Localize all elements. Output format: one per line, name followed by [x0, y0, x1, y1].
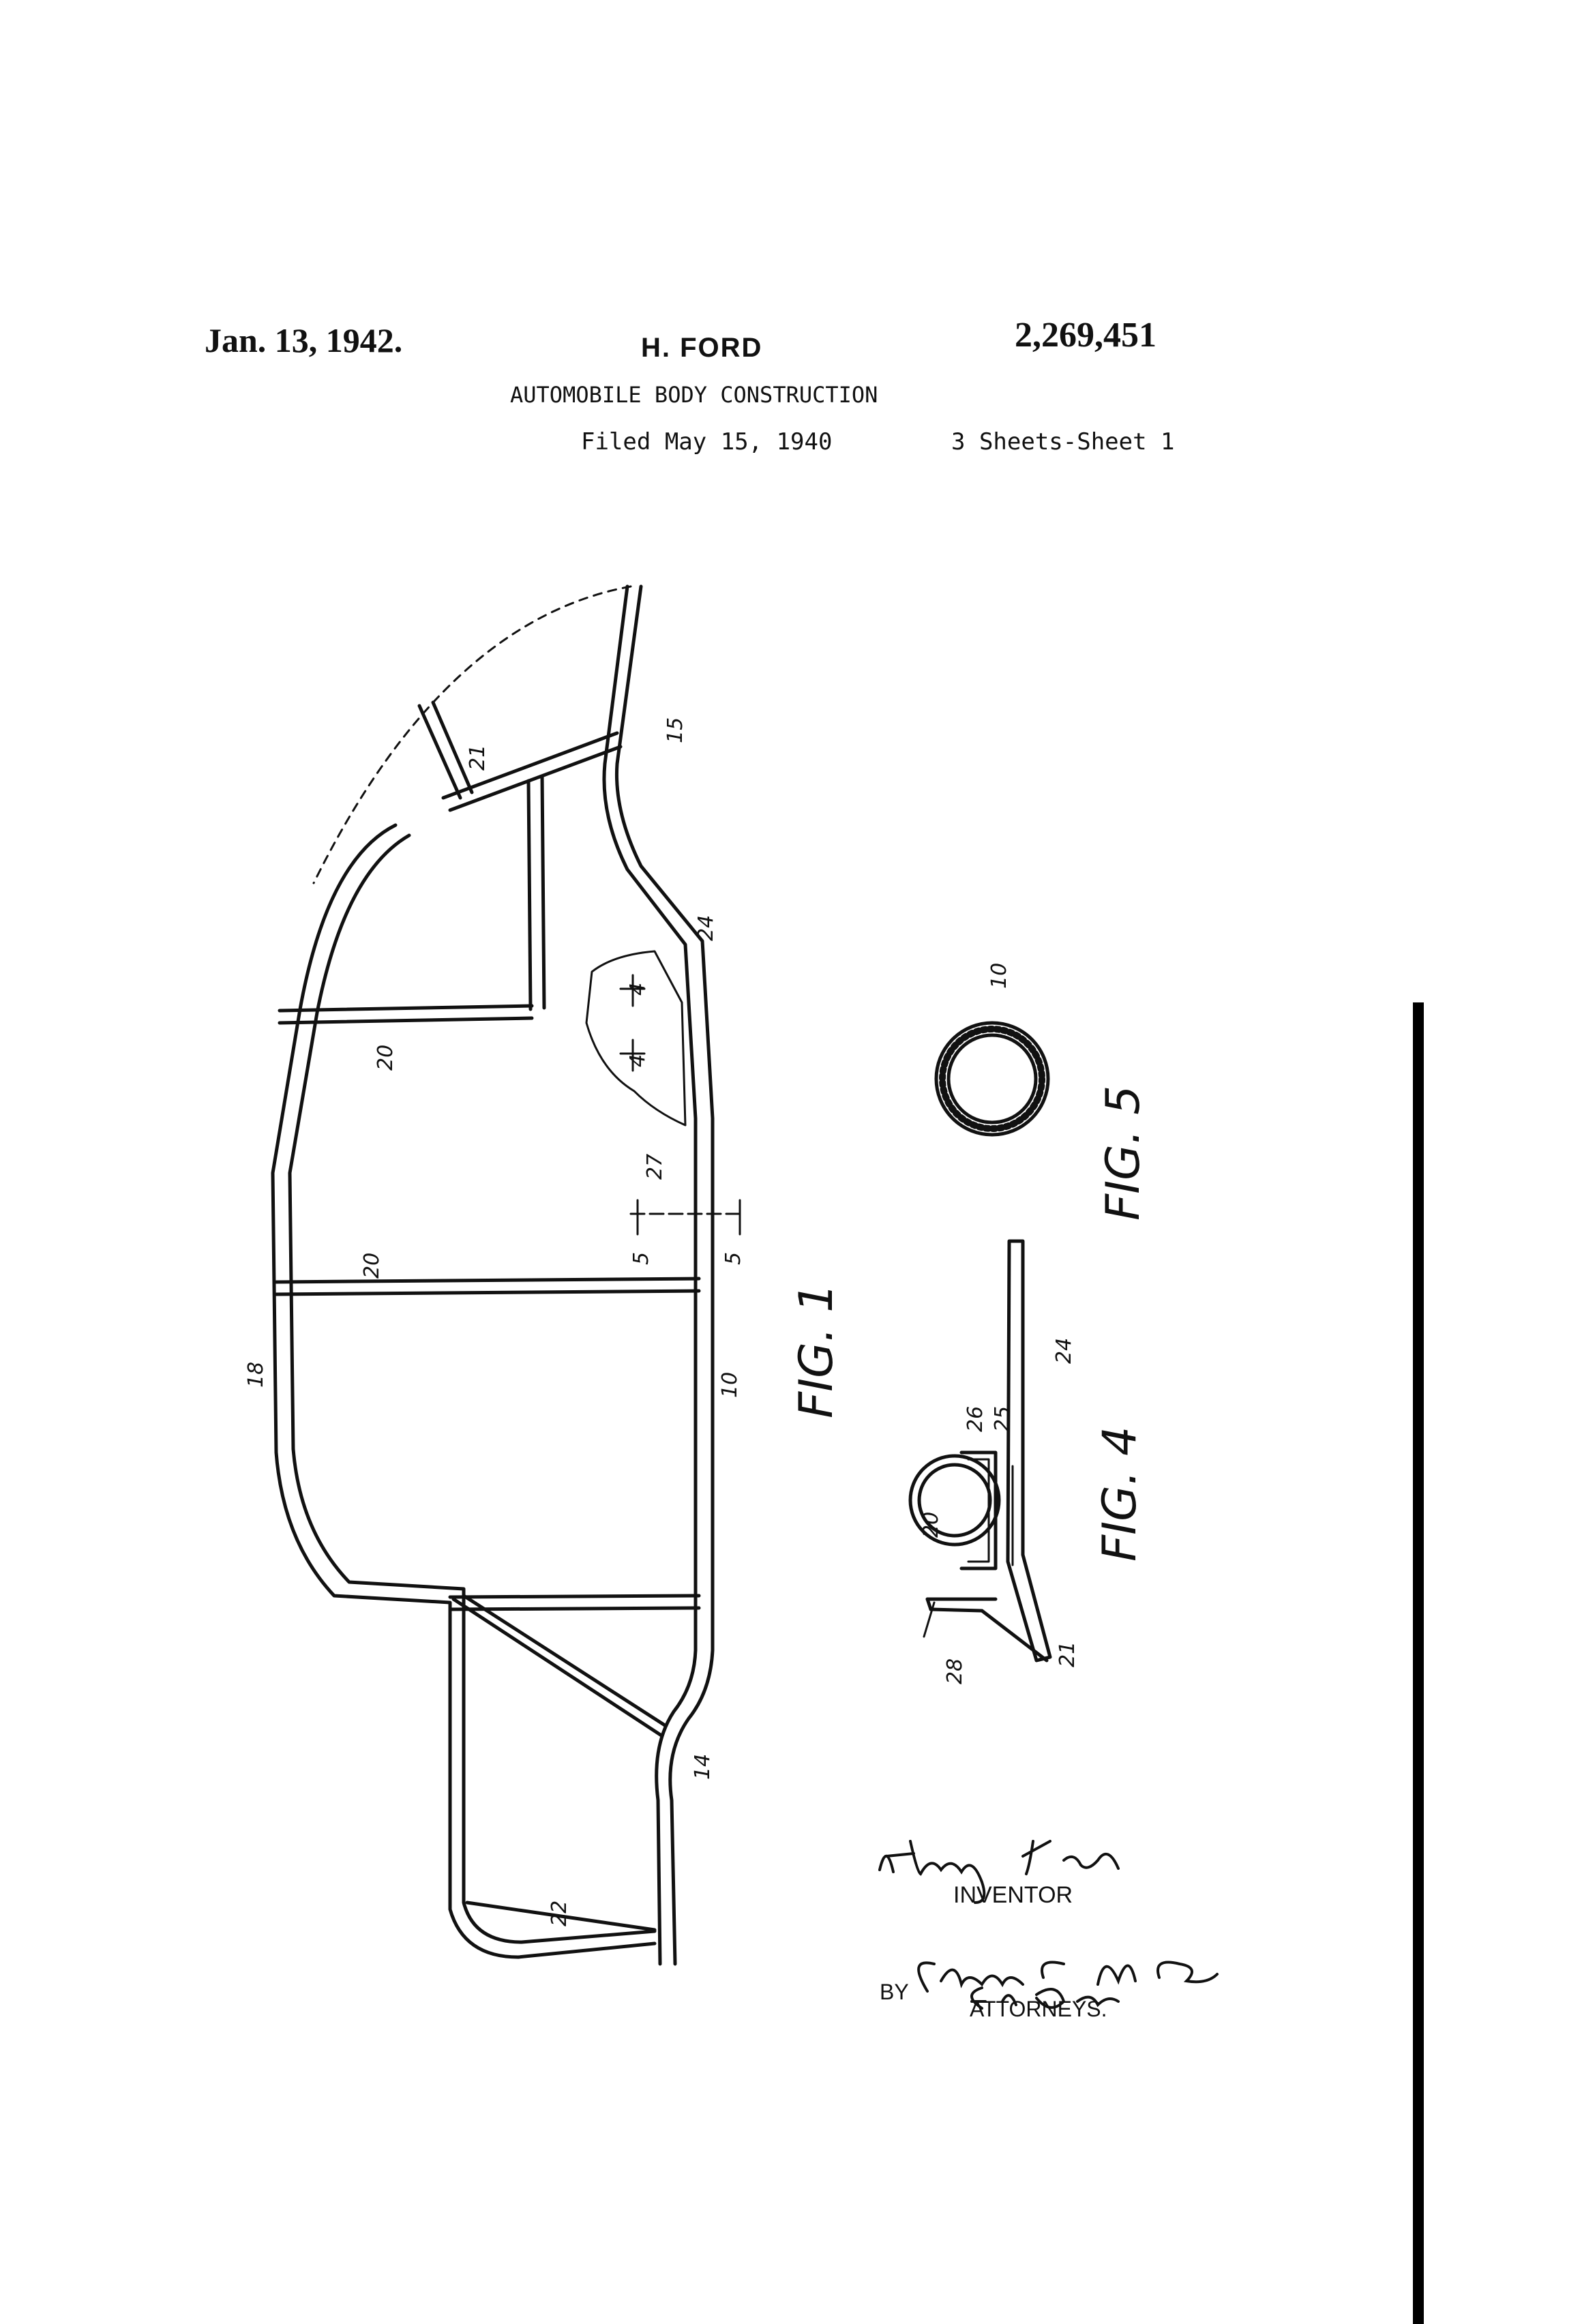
- ref-27-fig1: 27: [643, 1153, 667, 1180]
- ref-5-left: 5: [629, 1251, 653, 1265]
- ref-4-lower: 4: [626, 1054, 650, 1067]
- ref-5-right: 5: [721, 1251, 745, 1265]
- inventor-label: INVENTOR: [953, 1882, 1073, 1908]
- ref-20-a: 20: [374, 1044, 398, 1071]
- attorneys-label: ATTORNEYS.: [970, 1997, 1107, 2021]
- attorney-signature-1: [919, 1963, 1217, 1992]
- filed-date: Filed May 15, 1940: [581, 428, 833, 456]
- fig1-frame: [273, 586, 713, 1964]
- ref-22: 22: [548, 1900, 571, 1926]
- ref-18: 18: [244, 1361, 268, 1388]
- ref-25: 25: [991, 1405, 1015, 1432]
- ref-28: 28: [943, 1658, 967, 1684]
- ref-10-fig1: 10: [718, 1371, 742, 1398]
- fig5-label: FIG. 5: [1096, 1085, 1150, 1221]
- ref-20-fig4: 20: [919, 1511, 943, 1538]
- ref-14: 14: [691, 1753, 715, 1780]
- fig4-label: FIG. 4: [1093, 1426, 1147, 1562]
- ref-24-fig4: 24: [1052, 1337, 1076, 1364]
- by-label: BY: [880, 1980, 909, 2004]
- ref-20-b: 20: [360, 1252, 384, 1279]
- fig4-joint-section: [910, 1241, 1050, 1660]
- patent-number: 2,269,451: [1015, 316, 1156, 355]
- fig1-cutaway: [586, 951, 685, 1125]
- ref-21-fig4: 21: [1056, 1641, 1079, 1667]
- sheet-count: 3 Sheets-Sheet 1: [951, 428, 1175, 456]
- inventor-name: H. FORD: [641, 333, 763, 363]
- ref-21: 21: [466, 744, 490, 771]
- ref-10-fig5: 10: [987, 962, 1011, 989]
- ref-4-upper: 4: [626, 982, 650, 996]
- patent-date: Jan. 13, 1942.: [205, 321, 403, 359]
- margin-border-line: [1413, 1002, 1424, 2324]
- fig1-roof-dashed: [314, 586, 631, 883]
- ref-15: 15: [663, 717, 687, 743]
- ref-26: 26: [964, 1405, 987, 1432]
- fig5-tube-section: [936, 1023, 1048, 1135]
- patent-title: AUTOMOBILE BODY CONSTRUCTION: [510, 382, 878, 408]
- fig1-label: FIG. 1: [790, 1283, 844, 1418]
- ref-24-fig1: 24: [694, 914, 718, 941]
